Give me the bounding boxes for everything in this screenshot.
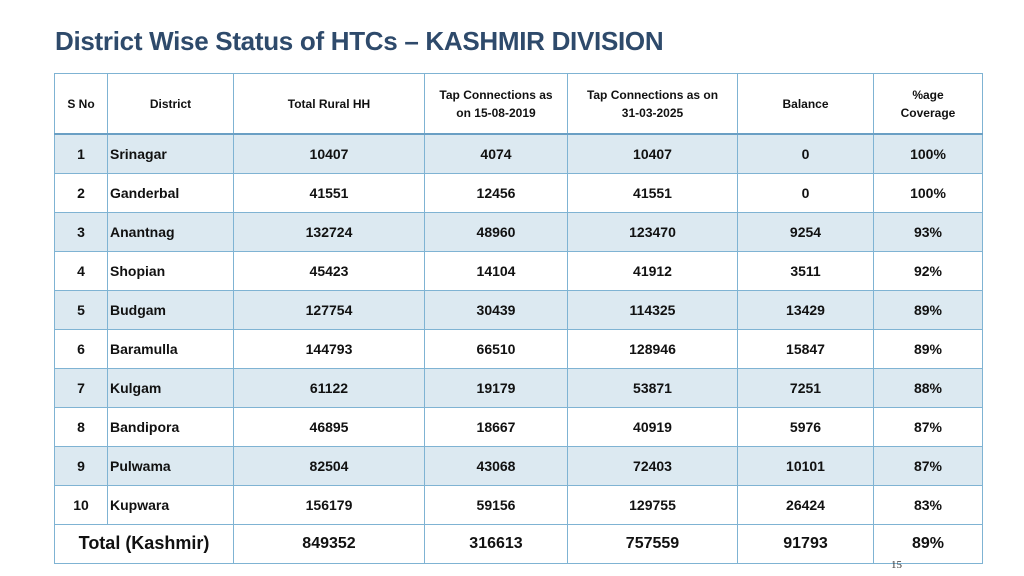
cell-tap-2019: 59156	[425, 485, 568, 524]
cell-tap-2025: 128946	[568, 329, 738, 368]
cell-tap-2025: 53871	[568, 368, 738, 407]
table-row	[55, 212, 983, 251]
cell-district: Anantnag	[108, 212, 234, 251]
cell-balance: 0	[738, 134, 874, 173]
cell-tap-2019: 18667	[425, 407, 568, 446]
cell-tap-2025: 41551	[568, 173, 738, 212]
page-title: District Wise Status of HTCs – KASHMIR DIVISION	[55, 26, 664, 56]
cell-sno: 10	[55, 485, 108, 524]
table-row	[55, 251, 983, 290]
total-label: Total (Kashmir)	[55, 524, 234, 563]
cell-balance: 10101	[738, 446, 874, 485]
cell-total-rural-hh: 127754	[234, 290, 425, 329]
cell-balance: 13429	[738, 290, 874, 329]
htc-status-table	[54, 73, 983, 564]
total-tap-2025: 757559	[568, 524, 738, 563]
cell-district: Bandipora	[108, 407, 234, 446]
header-coverage: %age Coverage	[874, 74, 983, 135]
cell-tap-2025: 72403	[568, 446, 738, 485]
table-row	[55, 368, 983, 407]
header-sno: S No	[55, 74, 108, 135]
total-tap-2019: 316613	[425, 524, 568, 563]
cell-coverage: 88%	[874, 368, 983, 407]
cell-balance: 15847	[738, 329, 874, 368]
cell-balance: 3511	[738, 251, 874, 290]
cell-balance: 7251	[738, 368, 874, 407]
cell-balance: 5976	[738, 407, 874, 446]
cell-tap-2019: 66510	[425, 329, 568, 368]
cell-tap-2025: 114325	[568, 290, 738, 329]
cell-sno: 2	[55, 173, 108, 212]
total-row	[55, 524, 983, 563]
cell-tap-2019: 43068	[425, 446, 568, 485]
total-rural-hh: 849352	[234, 524, 425, 563]
cell-balance: 26424	[738, 485, 874, 524]
cell-coverage: 89%	[874, 290, 983, 329]
header-tap-2019: Tap Connections as on 15-08-2019	[425, 74, 568, 135]
table-row	[55, 329, 983, 368]
cell-district: Baramulla	[108, 329, 234, 368]
table-row	[55, 446, 983, 485]
cell-coverage: 100%	[874, 173, 983, 212]
cell-balance: 9254	[738, 212, 874, 251]
cell-district: Kulgam	[108, 368, 234, 407]
cell-tap-2025: 129755	[568, 485, 738, 524]
cell-sno: 8	[55, 407, 108, 446]
header-district: District	[108, 74, 234, 135]
cell-sno: 6	[55, 329, 108, 368]
cell-district: Srinagar	[108, 134, 234, 173]
cell-balance: 0	[738, 173, 874, 212]
cell-coverage: 93%	[874, 212, 983, 251]
cell-district: Ganderbal	[108, 173, 234, 212]
header-total-rural-hh: Total Rural HH	[234, 74, 425, 135]
cell-district: Shopian	[108, 251, 234, 290]
cell-total-rural-hh: 132724	[234, 212, 425, 251]
cell-tap-2019: 14104	[425, 251, 568, 290]
cell-tap-2025: 10407	[568, 134, 738, 173]
cell-sno: 9	[55, 446, 108, 485]
cell-district: Kupwara	[108, 485, 234, 524]
header-balance: Balance	[738, 74, 874, 135]
cell-coverage: 83%	[874, 485, 983, 524]
cell-coverage: 92%	[874, 251, 983, 290]
total-coverage: 89%	[874, 524, 983, 563]
total-balance: 91793	[738, 524, 874, 563]
table-row	[55, 407, 983, 446]
cell-total-rural-hh: 156179	[234, 485, 425, 524]
cell-sno: 5	[55, 290, 108, 329]
cell-tap-2019: 4074	[425, 134, 568, 173]
cell-coverage: 89%	[874, 329, 983, 368]
table-row	[55, 290, 983, 329]
cell-tap-2025: 40919	[568, 407, 738, 446]
cell-sno: 4	[55, 251, 108, 290]
cell-coverage: 100%	[874, 134, 983, 173]
cell-tap-2019: 30439	[425, 290, 568, 329]
table-row	[55, 173, 983, 212]
table-row	[55, 134, 983, 173]
cell-sno: 7	[55, 368, 108, 407]
cell-total-rural-hh: 46895	[234, 407, 425, 446]
cell-district: Budgam	[108, 290, 234, 329]
cell-sno: 3	[55, 212, 108, 251]
table-row	[55, 485, 983, 524]
cell-tap-2025: 41912	[568, 251, 738, 290]
header-tap-2025: Tap Connections as on 31-03-2025	[568, 74, 738, 135]
cell-sno: 1	[55, 134, 108, 173]
cell-total-rural-hh: 41551	[234, 173, 425, 212]
cell-coverage: 87%	[874, 407, 983, 446]
cell-total-rural-hh: 10407	[234, 134, 425, 173]
cell-total-rural-hh: 45423	[234, 251, 425, 290]
cell-tap-2019: 48960	[425, 212, 568, 251]
cell-district: Pulwama	[108, 446, 234, 485]
page-number: 15	[891, 559, 902, 571]
header-row	[55, 74, 983, 135]
cell-total-rural-hh: 61122	[234, 368, 425, 407]
cell-total-rural-hh: 144793	[234, 329, 425, 368]
cell-coverage: 87%	[874, 446, 983, 485]
cell-tap-2025: 123470	[568, 212, 738, 251]
cell-tap-2019: 19179	[425, 368, 568, 407]
cell-tap-2019: 12456	[425, 173, 568, 212]
cell-total-rural-hh: 82504	[234, 446, 425, 485]
